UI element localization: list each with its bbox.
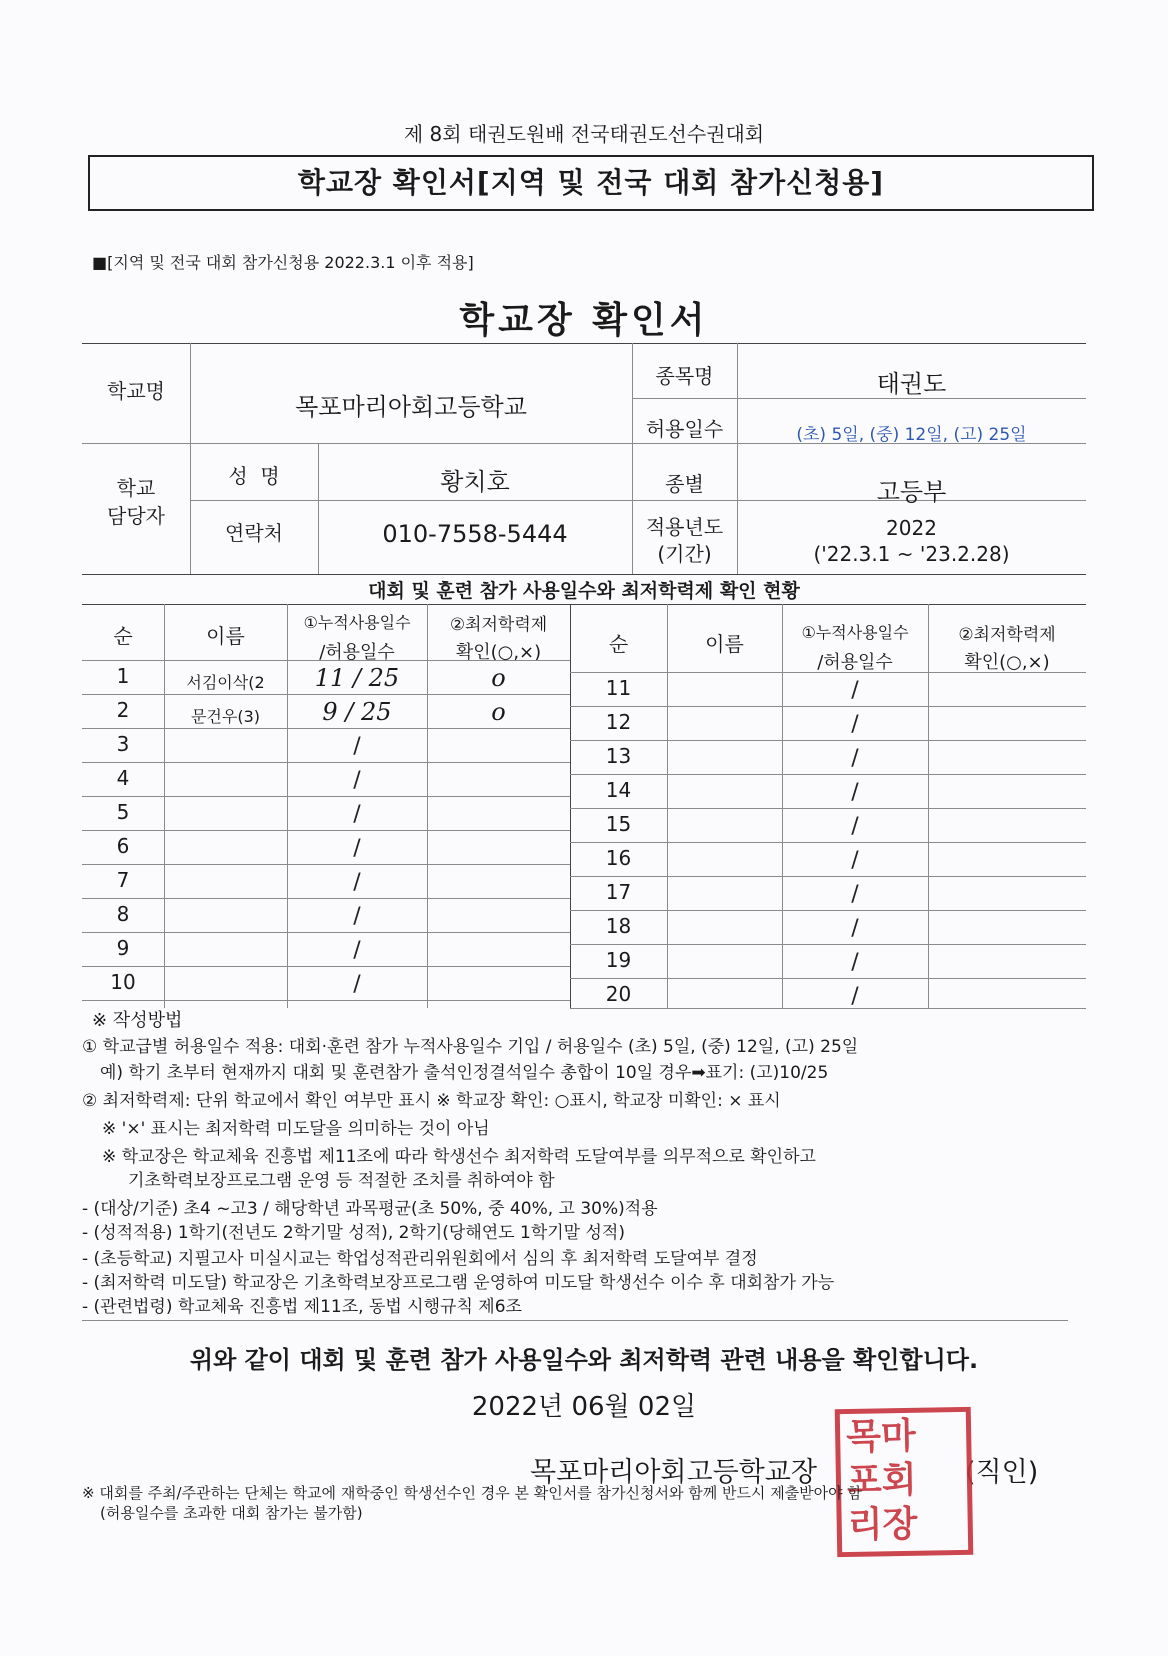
year-value-line1: 2022 xyxy=(886,516,937,540)
usage-days: / xyxy=(353,870,361,895)
col-header-check-line2: 확인(○,×) xyxy=(455,642,542,663)
col-header-days-right-line2: /허용일수 xyxy=(817,652,893,673)
usage-days: / xyxy=(851,780,859,805)
row-number: 17 xyxy=(605,880,632,904)
form-title: 학교장 확인서[지역 및 전국 대회 참가신청용] xyxy=(88,155,1094,211)
row-number: 12 xyxy=(605,710,632,734)
method-line: - (초등학교) 지필고사 미실시교는 학업성적관리위원회에서 심의 후 최저학력 도달여부 결정 xyxy=(82,1249,758,1269)
confirmation-date: 2022년 06월 02일 xyxy=(471,1392,697,1422)
row-number: 7 xyxy=(116,868,130,892)
usage-days: 9 / 25 xyxy=(322,698,392,726)
usage-days: / xyxy=(851,712,859,737)
row-number: 11 xyxy=(605,676,632,700)
usage-days: / xyxy=(353,768,361,793)
col-header-no-right: 순 xyxy=(608,632,629,656)
min-academic-check: o xyxy=(491,664,506,692)
name-label: 성 명 xyxy=(228,464,280,488)
col-header-check-right-line1: ②최저학력제 xyxy=(958,625,1056,645)
year-label-line2: (기간) xyxy=(657,542,712,566)
col-header-name: 이름 xyxy=(206,624,245,648)
form-note: ■[지역 및 전국 대회 참가신청용 2022.3.1 이후 적용] xyxy=(92,253,474,272)
method-heading: ※ 작성방법 xyxy=(92,1010,183,1031)
col-header-no: 순 xyxy=(113,624,133,648)
school-label: 학교명 xyxy=(107,379,165,403)
year-label-line1: 적용년도 xyxy=(645,515,724,539)
col-header-days-right-line1: ①누적사용일수 xyxy=(801,623,909,642)
col-header-days-line2: /허용일수 xyxy=(319,642,395,663)
row-number: 2 xyxy=(116,698,130,722)
usage-days: / xyxy=(353,734,361,759)
signer-name: 목포마리아회고등학교장 xyxy=(530,1457,817,1488)
division-label: 종별 xyxy=(665,472,704,496)
col-header-check-right-line2: 확인(○,×) xyxy=(964,652,1050,673)
usage-days: / xyxy=(851,814,859,839)
row-number: 5 xyxy=(116,800,130,824)
usage-days: 11 / 25 xyxy=(314,664,400,692)
row-number: 14 xyxy=(605,778,632,802)
document-title: 학교장 확인서 xyxy=(459,300,709,341)
method-line: - (관련법령) 학교체육 진흥법 제11조, 동법 시행규칙 제6조 xyxy=(82,1297,522,1317)
method-line: - (대상/기준) 초4 ~고3 / 해당학년 과목평균(초 50%, 중 40%, 고 30%)적용 xyxy=(82,1199,658,1219)
sport-label: 종목명 xyxy=(655,364,714,388)
method-line: ② 최저학력제: 단위 학교에서 확인 여부만 표시 ※ 학교장 확인: ○표시, 학교장 미확인: × 표시 xyxy=(82,1091,781,1111)
usage-days: / xyxy=(851,916,859,941)
col-header-name-right: 이름 xyxy=(705,632,744,656)
usage-days: / xyxy=(851,950,859,975)
allowed-days-value: (초) 5일, (중) 12일, (고) 25일 xyxy=(796,425,1027,445)
usage-days: / xyxy=(353,802,361,827)
row-number: 20 xyxy=(605,982,632,1006)
sport-value: 태권도 xyxy=(876,370,947,398)
athlete-name: 문건우(3) xyxy=(190,707,261,726)
usage-days: / xyxy=(353,972,361,997)
row-number: 19 xyxy=(605,948,632,972)
min-academic-check: o xyxy=(491,698,506,726)
row-number: 8 xyxy=(116,902,130,926)
method-line: 예) 학기 초부터 현재까지 대회 및 훈련참가 출석인정결석일수 총합이 10일 경우➡표기: (고)10/25 xyxy=(100,1063,829,1083)
usage-days: / xyxy=(851,984,859,1009)
allowed-days-label: 허용일수 xyxy=(645,417,724,441)
method-line: ※ 학교장은 학교체육 진흥법 제11조에 따라 학생선수 최저학력 도달여부를 의무적으로 확인하고 xyxy=(102,1147,816,1167)
school-value: 목포마리아회고등학교 xyxy=(295,393,527,421)
method-line: - (최저학력 미도달) 학교장은 기초학력보장프로그램 운영하여 미도달 학생선수 이수 후 대회참가 가능 xyxy=(82,1273,835,1293)
row-number: 3 xyxy=(116,732,130,756)
usage-days: / xyxy=(353,904,361,929)
method-line: 기초학력보장프로그램 운영 등 적절한 조치를 취하여야 함 xyxy=(128,1171,555,1191)
usage-days: / xyxy=(851,746,859,771)
division-value: 고등부 xyxy=(876,478,947,506)
row-number: 13 xyxy=(605,744,632,768)
row-number: 9 xyxy=(116,936,130,960)
method-line: - (성적적용) 1학기(전년도 2학기말 성적), 2학기(당해연도 1학기말 성적) xyxy=(82,1223,625,1243)
usage-days: / xyxy=(851,882,859,907)
row-number: 6 xyxy=(116,834,130,858)
contact-label: 연락처 xyxy=(225,521,283,545)
year-value-line2: ('22.3.1 ~ '23.2.28) xyxy=(813,542,1010,566)
name-value: 황치호 xyxy=(440,468,510,496)
row-number: 4 xyxy=(116,766,130,790)
method-line: ① 학교급별 허용일수 적용: 대회·훈련 참가 누적사용일수 기입 / 허용일수 (초) 5일, (중) 12일, (고) 25일 xyxy=(82,1037,859,1057)
athlete-name: 서김이삭(2 xyxy=(186,673,265,692)
footer-note-2: (허용일수를 초과한 대회 참가는 불가함) xyxy=(100,1504,363,1522)
manager-label-line2: 담당자 xyxy=(107,504,165,528)
usage-days: / xyxy=(851,678,859,703)
row-number: 10 xyxy=(110,970,136,994)
manager-label-line1: 학교 xyxy=(116,476,156,500)
usage-table-title: 대회 및 훈련 참가 사용일수와 최저학력제 확인 현황 xyxy=(368,580,800,602)
official-seal: 목마 포회 리장 xyxy=(835,1407,974,1557)
event-title: 제 8회 태권도원배 전국태권도선수권대회 xyxy=(403,122,765,146)
usage-days: / xyxy=(353,836,361,861)
seal-label: (직인) xyxy=(965,1457,1039,1488)
method-line: ※ '×' 표시는 최저학력 미도달을 의미하는 것이 아님 xyxy=(102,1119,490,1139)
usage-days: / xyxy=(851,848,859,873)
row-number: 15 xyxy=(605,812,632,836)
col-header-check-line1: ②최저학력제 xyxy=(449,615,548,635)
row-number: 16 xyxy=(605,846,632,870)
row-number: 18 xyxy=(605,914,632,938)
col-header-days-line1: ①누적사용일수 xyxy=(303,613,411,632)
footer-note-1: ※ 대회를 주최/주관하는 단체는 학교에 재학중인 학생선수인 경우 본 확인서를 참가신청서와 함께 반드시 제출받아야 함 xyxy=(82,1484,862,1502)
confirmation-statement: 위와 같이 대회 및 훈련 참가 사용일수와 최저학력 관련 내용을 확인합니다. xyxy=(189,1346,979,1374)
usage-days: / xyxy=(353,938,361,963)
row-number: 1 xyxy=(116,664,130,688)
contact-value: 010-7558-5444 xyxy=(382,520,568,548)
